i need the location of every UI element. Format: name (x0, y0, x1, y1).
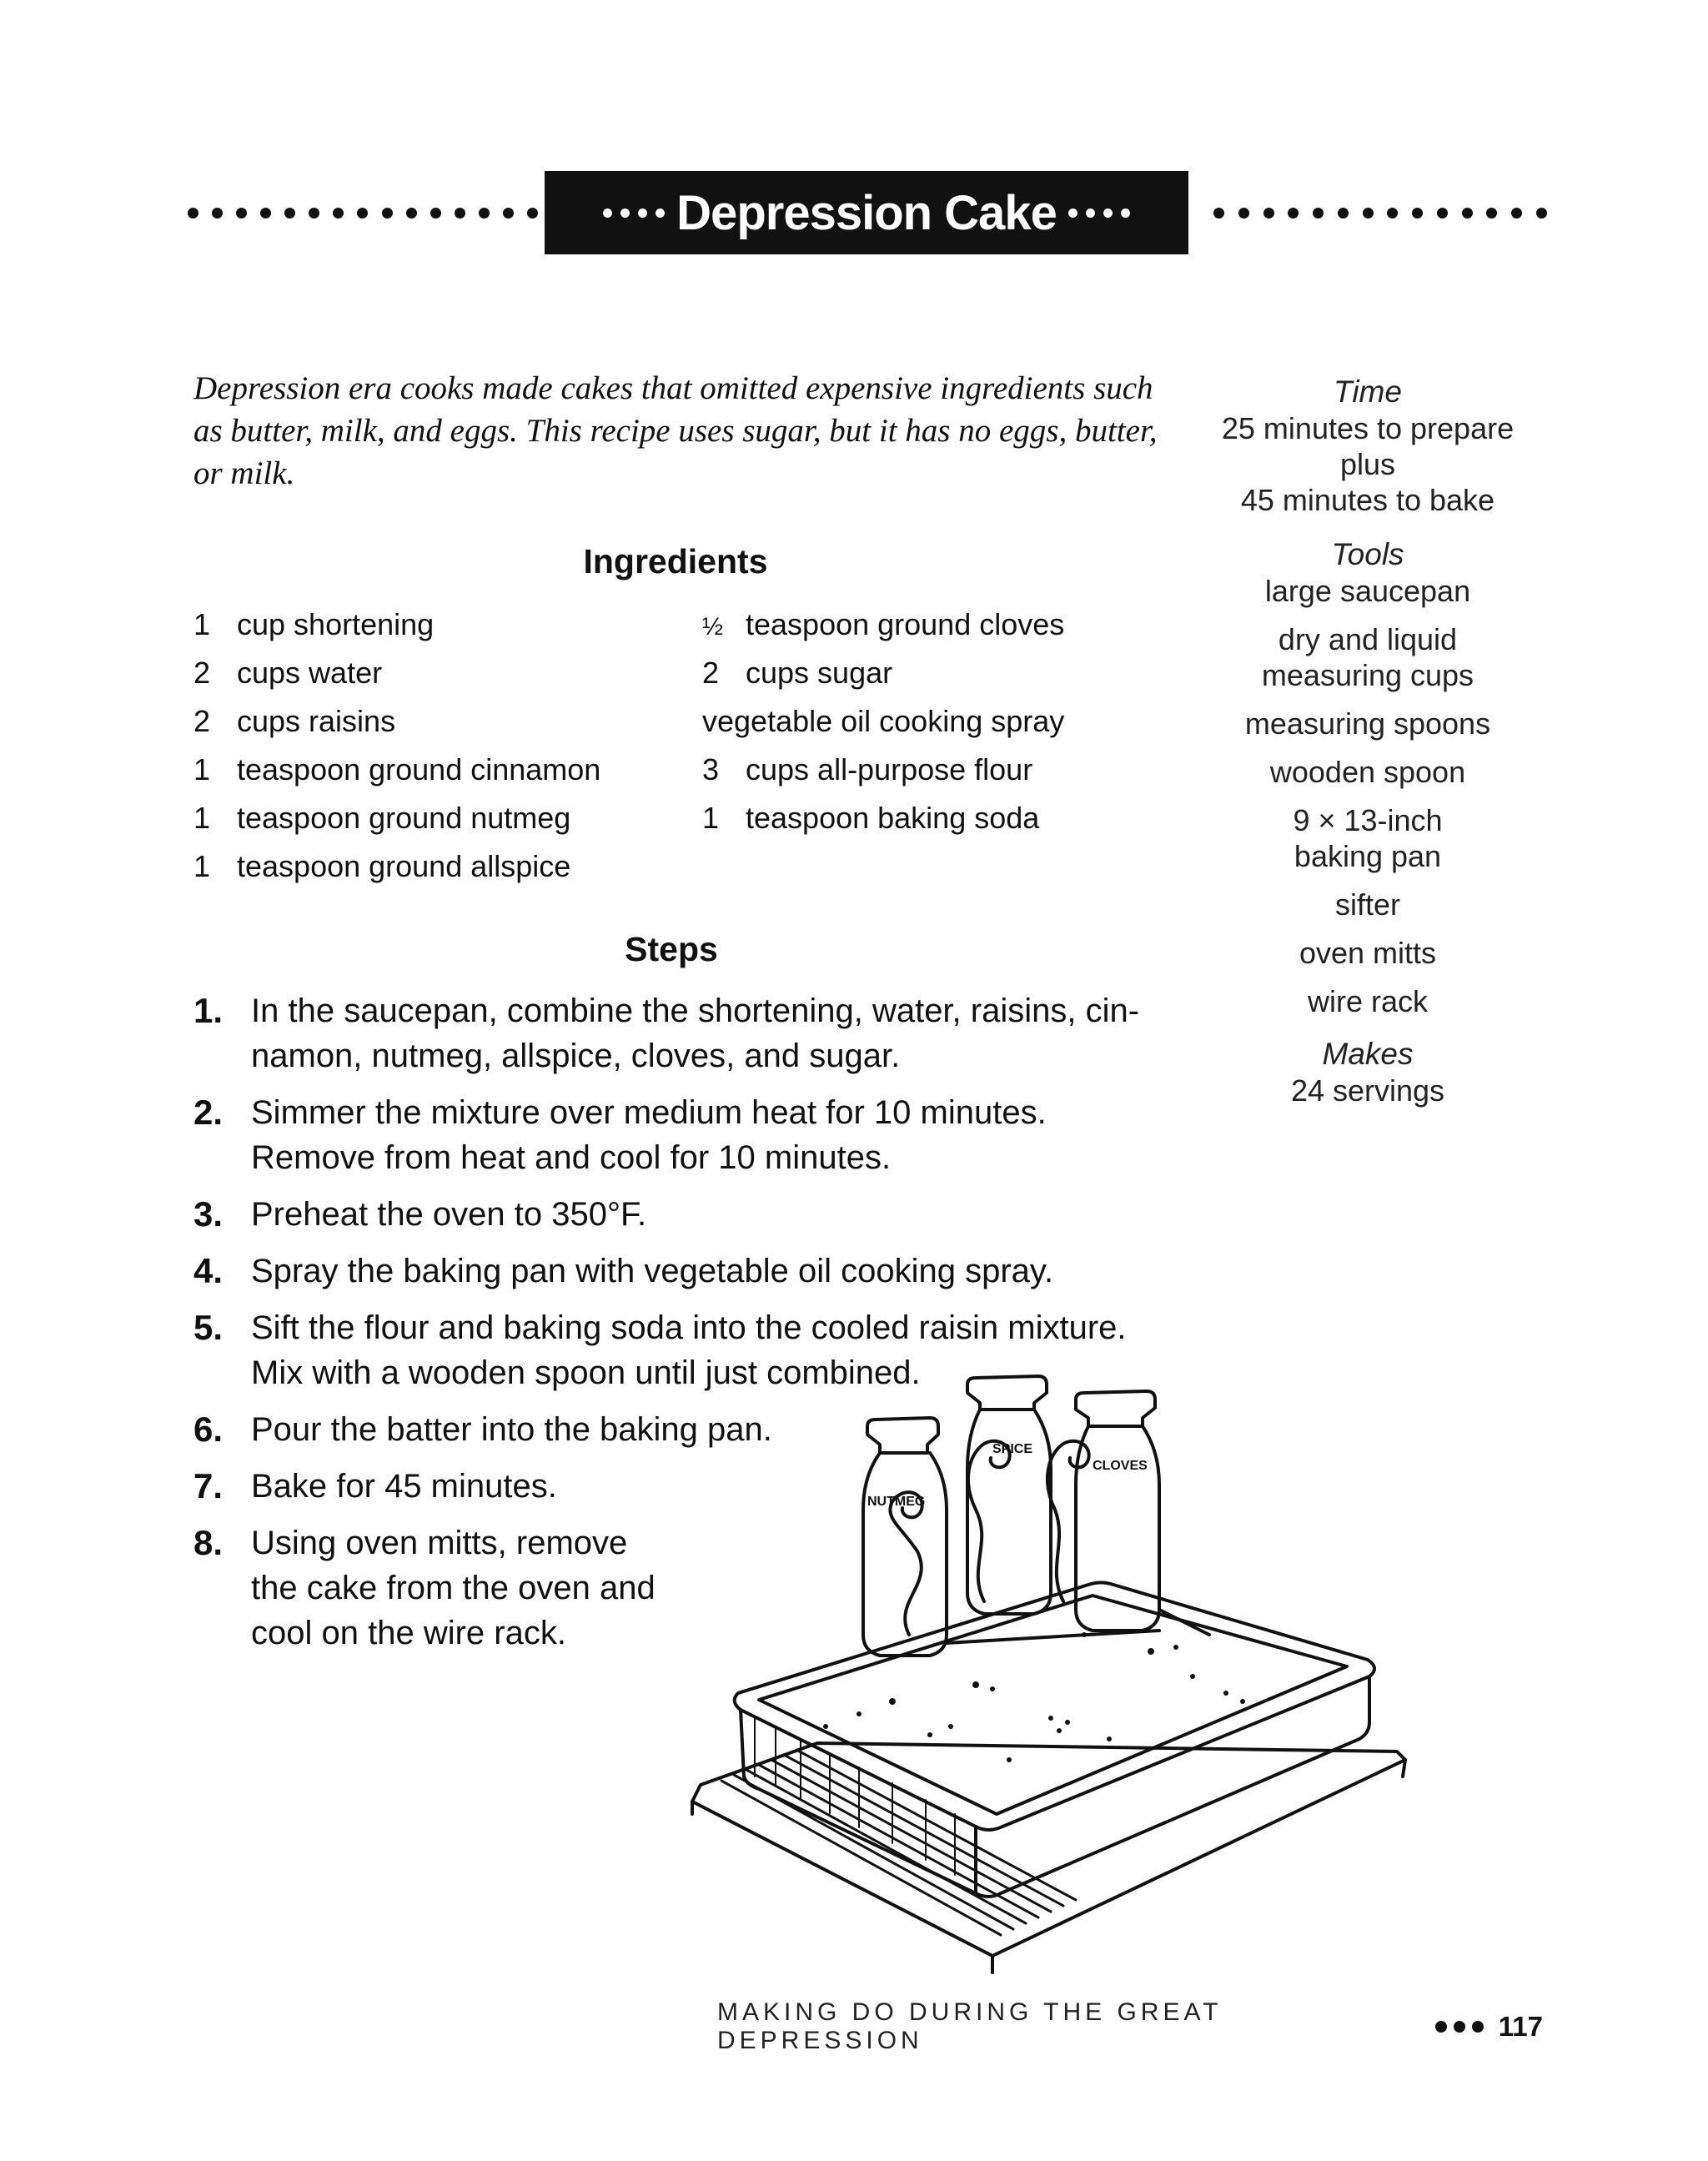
ingredient-item (193, 794, 661, 842)
ingredient-item (702, 601, 1169, 649)
ingredient-name: teaspoon ground cinnamon (237, 752, 601, 787)
ingredient-name: vegetable oil cooking spray (702, 704, 1065, 738)
step-number: 8. (193, 1523, 224, 1562)
footer-dots (1435, 2021, 1484, 2033)
ingredient-name: cups sugar (746, 656, 893, 690)
ingredient-qty: ½ (702, 613, 724, 641)
step-text: Using oven mitts, remove the cake from the oven and cool on the wire rack. (251, 1525, 656, 1651)
tool-item: large saucepan (1264, 574, 1471, 608)
step-text: Pour the batter into the baking pan. (251, 1411, 772, 1448)
makes-heading: Makes (1322, 1037, 1414, 1071)
step-number: 1. (193, 991, 224, 1030)
step-number: 6. (193, 1410, 224, 1449)
baking-pan-icon (735, 1583, 1374, 1897)
step-number: 2. (193, 1093, 224, 1132)
ingredient-qty: 1 (193, 607, 211, 641)
step-number: 7. (193, 1466, 224, 1505)
nutmeg-jar-label: NUTMEG (867, 1495, 926, 1509)
page-footer (717, 1998, 1543, 2054)
cloves-jar-label: CLOVES (1093, 1459, 1148, 1473)
makes-section (1201, 1036, 1535, 1108)
ingredient-item (193, 746, 661, 794)
title-banner (188, 171, 1547, 254)
ingredient-qty: 3 (702, 752, 720, 787)
step-item (193, 1192, 1169, 1237)
tools-section (1201, 536, 1535, 1019)
tool-item: sifter (1334, 887, 1400, 922)
ingredient-name: teaspoon ground cloves (746, 607, 1065, 641)
ingredient-name: teaspoon ground nutmeg (237, 801, 571, 835)
cake-illustration (642, 1359, 1593, 1977)
ingredient-item (702, 697, 1169, 746)
tools-heading: Tools (1331, 537, 1404, 571)
ingredients-column-left (193, 601, 661, 891)
step-text: In the saucepan, combine the shortening, water, raisins, cin-namon, nutmeg, allspice, cloves, and sugar. (251, 993, 1140, 1074)
ingredient-qty: 1 (193, 849, 211, 883)
ingredient-name: cup shortening (237, 607, 435, 641)
step-text: Simmer the mixture over medium heat for 10 minutes. Remove from heat and cool for 10 minutes. (251, 1094, 1047, 1176)
ingredient-qty: 1 (702, 801, 720, 835)
tool-item: wooden spoon (1269, 755, 1466, 789)
step-number: 4. (193, 1251, 224, 1290)
tool-item: 9 × 13-inch baking pan (1293, 803, 1443, 873)
ingredient-item (193, 601, 661, 649)
ingredient-name: cups raisins (237, 704, 396, 738)
ingredient-qty: 2 (702, 656, 720, 690)
time-line: 45 minutes to bake (1240, 483, 1495, 517)
ingredient-name: cups water (237, 656, 383, 690)
step-item (193, 1249, 1169, 1294)
ingredient-item (702, 746, 1169, 794)
step-text: Sift the flour and baking soda into the cooled raisin mixture. Mix with a wooden spoon until just combined. (251, 1309, 1127, 1391)
ingredient-item (702, 649, 1169, 697)
ingredients-heading: Ingredients (583, 542, 768, 580)
time-line: plus (1339, 447, 1396, 481)
ingredient-name: teaspoon ground allspice (237, 849, 571, 883)
footer-running-title: MAKING DO DURING THE GREAT DEPRESSION (717, 1998, 1223, 2054)
ingredient-item (193, 649, 661, 697)
tool-item: measuring spoons (1244, 706, 1491, 741)
title-dots-right (1213, 171, 1547, 254)
step-item (193, 1090, 1169, 1180)
step-text: Bake for 45 minutes. (251, 1468, 557, 1505)
title-box (545, 171, 1188, 254)
page-number: 117 (1498, 2011, 1543, 2042)
tool-item: wire rack (1307, 984, 1429, 1018)
recipe-sidebar (1201, 374, 1535, 1120)
page-title: Depression Cake (676, 185, 1057, 240)
ingredient-qty: 1 (193, 752, 211, 787)
tool-item: oven mitts (1299, 936, 1437, 970)
time-heading: Time (1334, 374, 1402, 409)
step-text: Preheat the oven to 350°F. (251, 1196, 647, 1233)
step-text: Spray the baking pan with vegetable oil cooking spray. (251, 1253, 1054, 1289)
ingredients-column-right (702, 601, 1169, 842)
spice-jar-label: SPICE (992, 1442, 1033, 1456)
intro-paragraph: Depression era cooks made cakes that omitted expensive ingredients such as butter, milk, and eggs. This recipe uses sugar, but it has no eggs, butter, or milk. (193, 370, 1158, 491)
step-number: 3. (193, 1194, 224, 1234)
ingredient-qty: 2 (193, 656, 211, 690)
ingredient-name: teaspoon baking soda (746, 801, 1040, 835)
step-number: 5. (193, 1308, 224, 1347)
ingredient-qty: 2 (193, 704, 211, 738)
ingredient-item (702, 794, 1169, 842)
ingredient-name: cups all-purpose flour (746, 752, 1033, 787)
wire-rack-icon (692, 1743, 1405, 1973)
ingredient-item (193, 842, 661, 891)
ingredient-item (193, 697, 661, 746)
time-section (1201, 374, 1535, 518)
tool-item: dry and liquid measuring cups (1261, 622, 1474, 692)
makes-value: 24 servings (1290, 1073, 1445, 1108)
step-item (193, 988, 1169, 1078)
ingredient-qty: 1 (193, 801, 211, 835)
title-dots-left (188, 171, 538, 254)
time-line: 25 minutes to prepare (1221, 411, 1515, 445)
steps-heading: Steps (625, 930, 718, 968)
